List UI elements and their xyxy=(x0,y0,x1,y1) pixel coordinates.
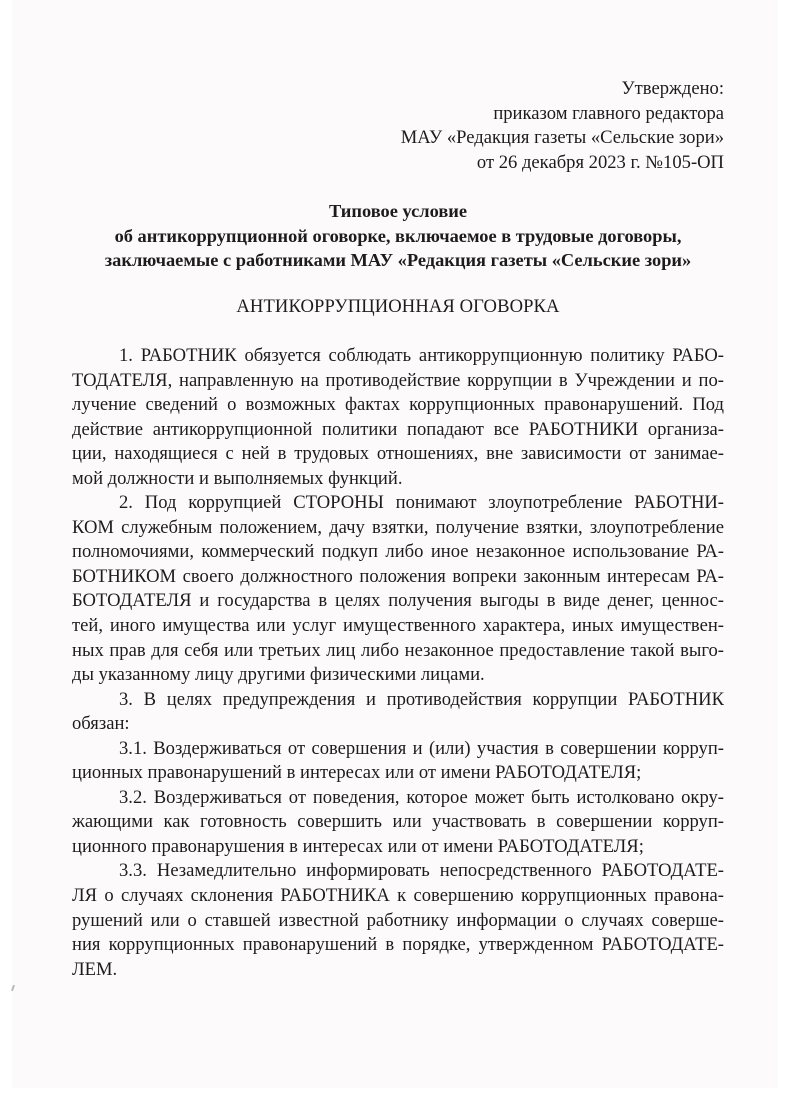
text-line: ционного правонарушения в интересах или от имени РАБОТОДАТЕЛЯ; xyxy=(72,835,644,857)
text-line: 3.1. Воздерживаться от совершения и (или) участия в совершении корруп- xyxy=(119,737,724,759)
text-line: 1. РАБОТНИК обязуется соблюдать антикоррупционную политику РАБО- xyxy=(119,345,724,366)
paragraph-2 xyxy=(72,491,724,687)
text-line: лучение сведений о возможных фактах коррупционных правонарушений. Под xyxy=(72,394,724,416)
approval-organization: МАУ «Редакция газеты «Сельские зори» xyxy=(400,127,724,148)
text-line: действие антикоррупционной политики попадают все РАБОТНИКИ организа- xyxy=(72,418,724,440)
text-line: 3. В целях предупреждения и противодействия коррупции РАБОТНИК xyxy=(119,688,724,710)
section-heading: АНТИКОРРУПЦИОННАЯ ОГОВОРКА xyxy=(236,296,560,317)
text-line: полномочиями, коммерческий подкуп либо иное незаконное использование РА- xyxy=(72,541,724,563)
text-line: БОТНИКОМ своего должностного положения вопреки законным интересам РА- xyxy=(72,565,724,587)
text-line: ния коррупционных правонарушений в порядке, утвержденном РАБОТОДАТЕ- xyxy=(72,934,724,956)
text-line: БОТОДАТЕЛЯ и государства в целях получения выгоды в виде денег, ценнос- xyxy=(72,590,724,612)
text-line: тей, иного имущества или услуг имущественного характера, иных имуществен- xyxy=(72,615,724,637)
text-line: ЛЯ о случаях склонения РАБОТНИКА к совершению коррупционных правона- xyxy=(72,885,724,907)
title-line: об антикоррупционной оговорке, включаемое в трудовые договоры, xyxy=(114,225,682,246)
text-line: рушений или о ставшей известной работнику информации о случаях соверше- xyxy=(72,909,724,931)
document-title xyxy=(72,199,724,273)
text-line: ТОДАТЕЛЯ, направленную на противодействие коррупции в Учреждении и по- xyxy=(72,369,724,391)
title-line: Типовое условие xyxy=(328,201,468,221)
text-line: жающими как готовность совершить или участвовать в совершении корруп- xyxy=(72,811,724,833)
approval-stamp-block xyxy=(401,77,724,175)
paragraph-3-1 xyxy=(72,737,724,786)
paragraph-3-2 xyxy=(72,786,724,860)
paragraph-3-3 xyxy=(72,859,724,982)
approval-label: Утверждено: xyxy=(621,78,724,99)
text-line: 2. Под коррупцией СТОРОНЫ понимают злоупотребление РАБОТНИ- xyxy=(119,492,724,514)
text-line: ды указанному лицу другими физическими лицами. xyxy=(72,664,485,686)
title-line: заключаемые с работниками МАУ «Редакция газеты «Сельские зори» xyxy=(104,250,692,270)
text-line: 3.3. Незамедлительно информировать непосредственного РАБОТОДАТЕ- xyxy=(119,860,724,882)
text-line: 3.2. Воздерживаться от поведения, которое может быть истолковано окру- xyxy=(119,786,724,808)
text-line: мой должности и выполняемых функций. xyxy=(72,467,403,489)
document-body xyxy=(72,344,724,982)
approval-order: приказом главного редактора xyxy=(493,102,724,124)
text-line: ных прав для себя или третьих лиц либо незаконное предоставление такой выго- xyxy=(72,639,724,661)
text-line: ционных правонарушений в интересах или от имени РАБОТОДАТЕЛЯ; xyxy=(72,762,642,784)
approval-date: от 26 декабря 2023 г. №105-ОП xyxy=(476,151,724,173)
text-line: КОМ служебным положением, дачу взятки, получение взятки, злоупотребление xyxy=(72,516,724,538)
text-line: ции, находящиеся с ней в трудовых отношениях, вне зависимости от занимае- xyxy=(72,443,724,465)
paragraph-1 xyxy=(72,344,724,491)
text-line: ЛЕМ. xyxy=(72,958,118,980)
paragraph-3 xyxy=(72,688,724,737)
text-line: обязан: xyxy=(72,713,130,735)
